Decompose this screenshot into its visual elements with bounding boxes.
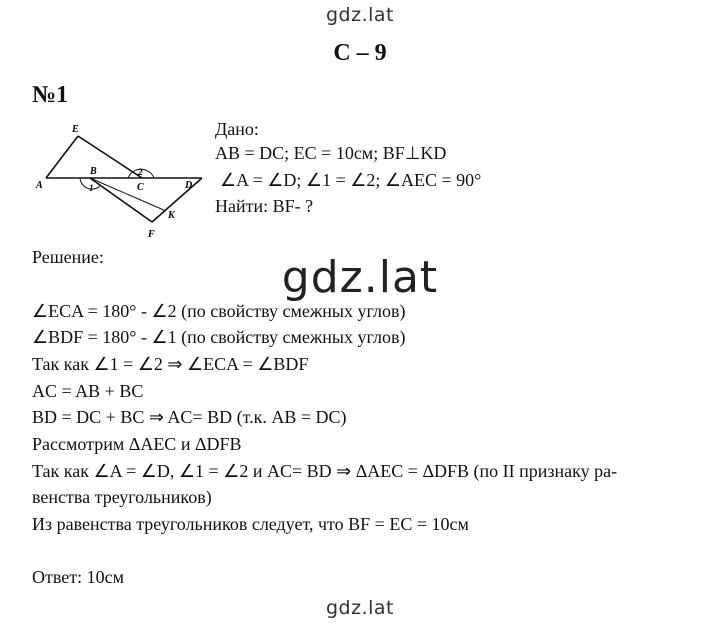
given-line-2: ∠A = ∠D; ∠1 = ∠2; ∠AEC = 90° (220, 170, 482, 190)
solution-line: Так как ∠A = ∠D, ∠1 = ∠2 и AC= BD ⇒ ΔAEC = ΔDFB (по II признаку ра- (32, 461, 618, 481)
watermark-bottom: gdz.lat (325, 597, 394, 619)
segment-bk (90, 178, 166, 211)
problem-number: №1 (32, 82, 69, 108)
label-a: A (36, 180, 43, 191)
label-k: K (168, 210, 175, 221)
segment-fd (152, 178, 202, 222)
solution-line: BD = DC + BC ⇒ AC= BD (т.к. AB = DC) (32, 407, 347, 427)
segment-ae (46, 136, 78, 178)
label-e: E (72, 124, 79, 135)
watermark-middle: gdz.lat (281, 252, 439, 303)
solution-line: Так как ∠1 = ∠2 ⇒ ∠ECA = ∠BDF (32, 354, 309, 374)
label-c: C (137, 182, 144, 193)
solution-line: Из равенства треугольников следует, что BF = EC = 10см (32, 514, 469, 534)
solution-line: ∠ECA = 180° - ∠2 (по свойству смежных углов) (32, 301, 406, 321)
label-angle-1: 1 (89, 183, 94, 193)
section-title: С – 9 (333, 40, 387, 66)
solution-heading: Решение: (32, 247, 104, 267)
watermark-top: gdz.lat (325, 4, 394, 26)
solution-line: Рассмотрим ΔAEC и ΔDFB (32, 434, 242, 454)
find-line: Найти: BF- ? (215, 196, 314, 216)
label-d: D (185, 180, 193, 191)
given-line-1: AB = DC; EC = 10см; BF⊥KD (215, 143, 447, 163)
solution-line: ∠BDF = 180° - ∠1 (по свойству смежных углов) (32, 327, 406, 347)
solution-line: AC = AB + BC (32, 381, 144, 401)
answer-line: Ответ: 10см (32, 567, 124, 587)
label-b: B (90, 166, 97, 177)
label-f: F (148, 229, 155, 240)
given-heading: Дано: (215, 119, 259, 139)
solution-line: венства треугольников) (32, 487, 212, 507)
label-angle-2: 2 (138, 167, 143, 177)
geometry-figure (30, 120, 210, 240)
